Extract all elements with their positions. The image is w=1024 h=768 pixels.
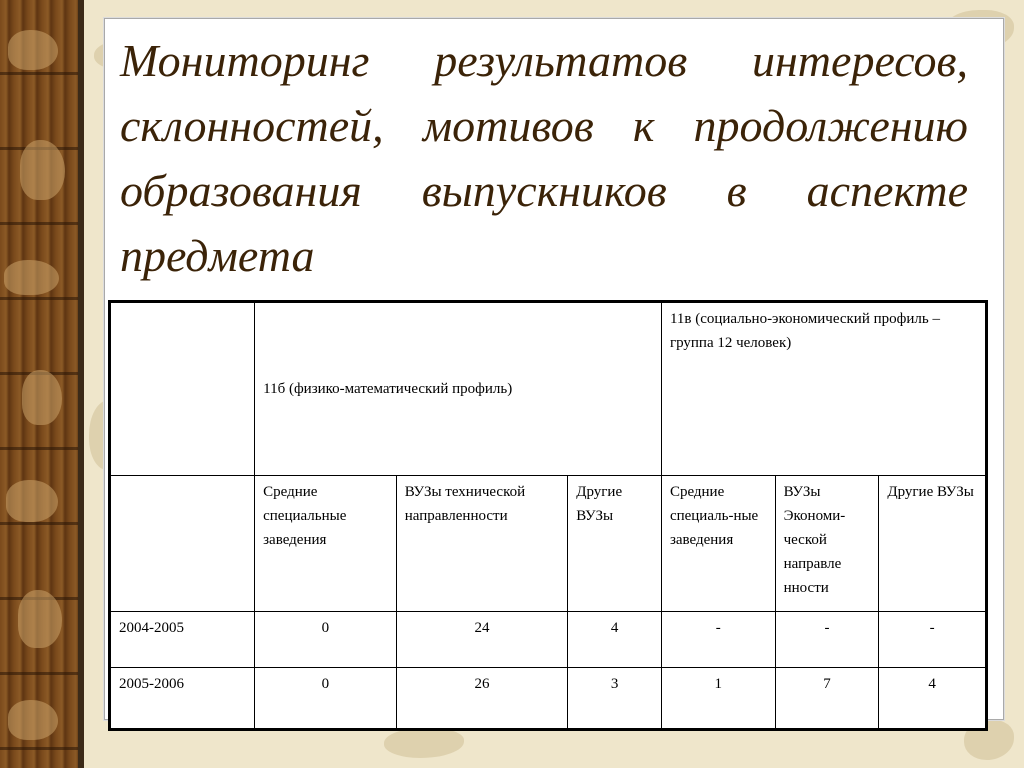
slide-title: Мониторинг результатов интересов, склонностей, мотивов к продолжению образования выпускников в аспекте предмета [120, 35, 968, 281]
table-cell: - [775, 612, 879, 668]
corner-cell [110, 302, 255, 476]
table-cell: 26 [396, 668, 568, 730]
group-header-row [110, 302, 987, 476]
group-header-11b: 11б (физико-математический профиль) [255, 302, 662, 476]
decorative-wood-strip [0, 0, 78, 768]
results-table [108, 300, 988, 731]
sub-header-corner [110, 476, 255, 612]
sub-header-11b-other-universities: Другие ВУЗы [568, 476, 662, 612]
group-header-11v: 11в (социально-экономический профиль – группа 12 человек) [661, 302, 986, 476]
sub-header-11v-secondary: Средние специаль-ные заведения [661, 476, 775, 612]
table-cell: 4 [879, 668, 987, 730]
table-cell: 0 [255, 668, 397, 730]
table-cell: - [879, 612, 987, 668]
sub-header-11v-other-universities: Другие ВУЗы [879, 476, 987, 612]
table-cell: 1 [661, 668, 775, 730]
sub-header-row [110, 476, 987, 612]
table-cell: 0 [255, 612, 397, 668]
table-row [110, 612, 987, 668]
table-cell: - [661, 612, 775, 668]
sub-header-11v-economic-universities: ВУЗы Экономи-ческой направле нности [775, 476, 879, 612]
row-year: 2005-2006 [110, 668, 255, 730]
table-cell: 4 [568, 612, 662, 668]
sub-header-11b-secondary: Средние специальные заведения [255, 476, 397, 612]
table-cell: 3 [568, 668, 662, 730]
sub-header-11b-technical-universities: ВУЗы технической направленности [396, 476, 568, 612]
table-row [110, 668, 987, 730]
table-cell: 24 [396, 612, 568, 668]
row-year: 2004-2005 [110, 612, 255, 668]
table-cell: 7 [775, 668, 879, 730]
